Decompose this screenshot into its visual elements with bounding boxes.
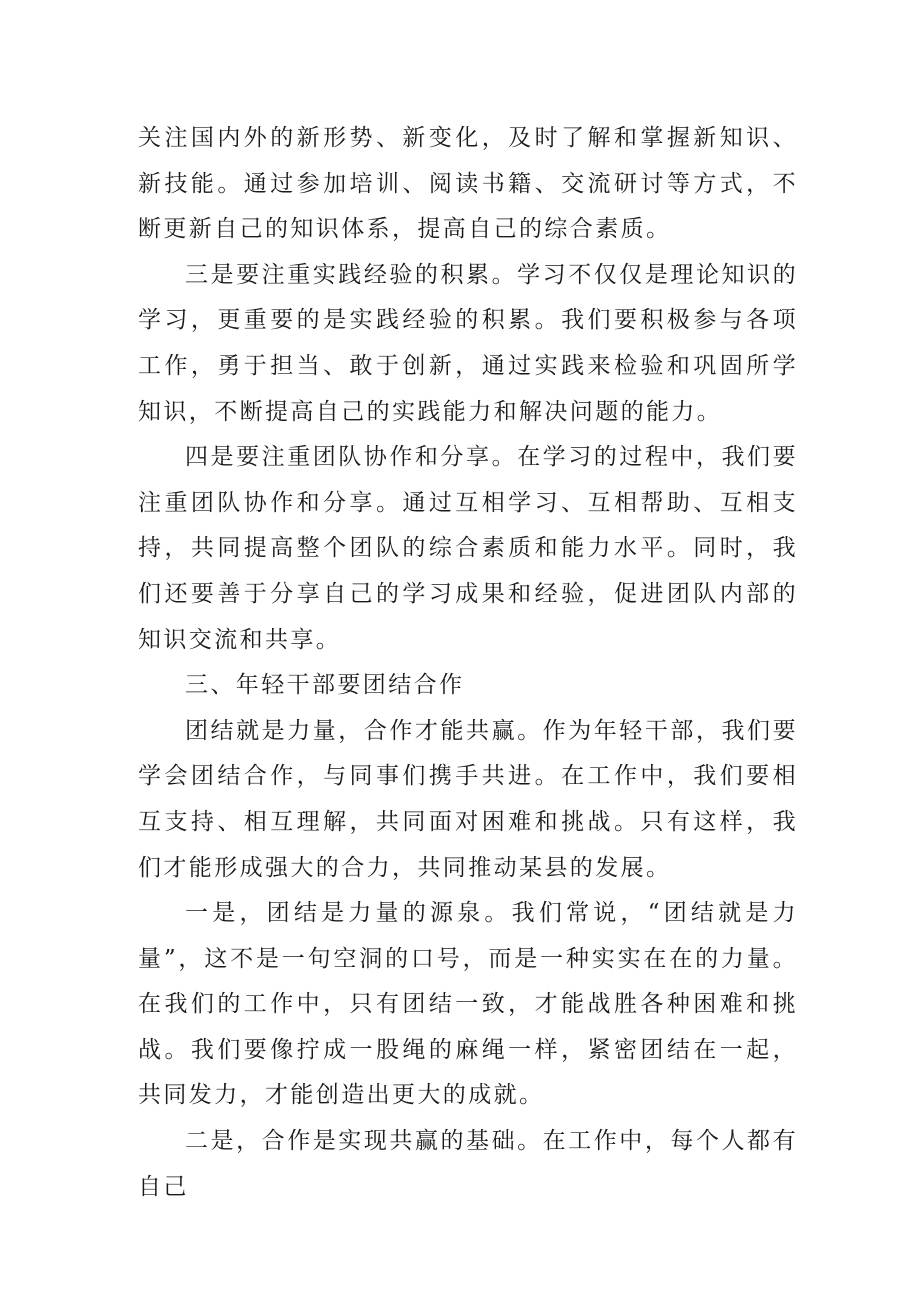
body-text <box>138 116 798 1210</box>
paragraph-cooperation-basis: 二是，合作是实现共赢的基础。在工作中，每个人都有自己 <box>138 1128 798 1200</box>
paragraph-unity-intro: 团结就是力量，合作才能共赢。作为年轻干部，我们要学会团结合作，与同事们携手共进。在工作中，我们要相互支持、相互理解，共同面对困难和挑战。只有这样，我们才能形成强大的合力，共同推动某县的发展。 <box>138 717 798 881</box>
paragraph-unity-strength: 一是，团结是力量的源泉。我们常说，“团结就是力量”，这不是一句空洞的口号，而是一种实实在在的力量。在我们的工作中，只有团结一致，才能战胜各种困难和挑战。我们要像拧成一股绳的麻绳一样，紧密团结在一起，共同发力，才能创造出更大的成就。 <box>138 900 798 1109</box>
paragraph-team-collaboration: 四是要注重团队协作和分享。在学习的过程中，我们要注重团队协作和分享。通过互相学习、互相帮助、互相支持，共同提高整个团队的综合素质和能力水平。同时，我们还要善于分享自己的学习成果和经验，促进团队内部的知识交流和共享。 <box>138 444 798 653</box>
paragraph-continuation: 关注国内外的新形势、新变化，及时了解和掌握新知识、新技能。通过参加培训、阅读书籍、交流研讨等方式，不断更新自己的知识体系，提高自己的综合素质。 <box>138 125 798 243</box>
paragraph-practice-experience: 三是要注重实践经验的积累。学习不仅仅是理论知识的学习，更重要的是实践经验的积累。我们要积极参与各项工作，勇于担当、敢于创新，通过实践来检验和巩固所学知识，不断提高自己的实践能力和解决问题的能力。 <box>138 261 798 425</box>
section-heading-unity: 三、年轻干部要团结合作 <box>185 672 465 699</box>
